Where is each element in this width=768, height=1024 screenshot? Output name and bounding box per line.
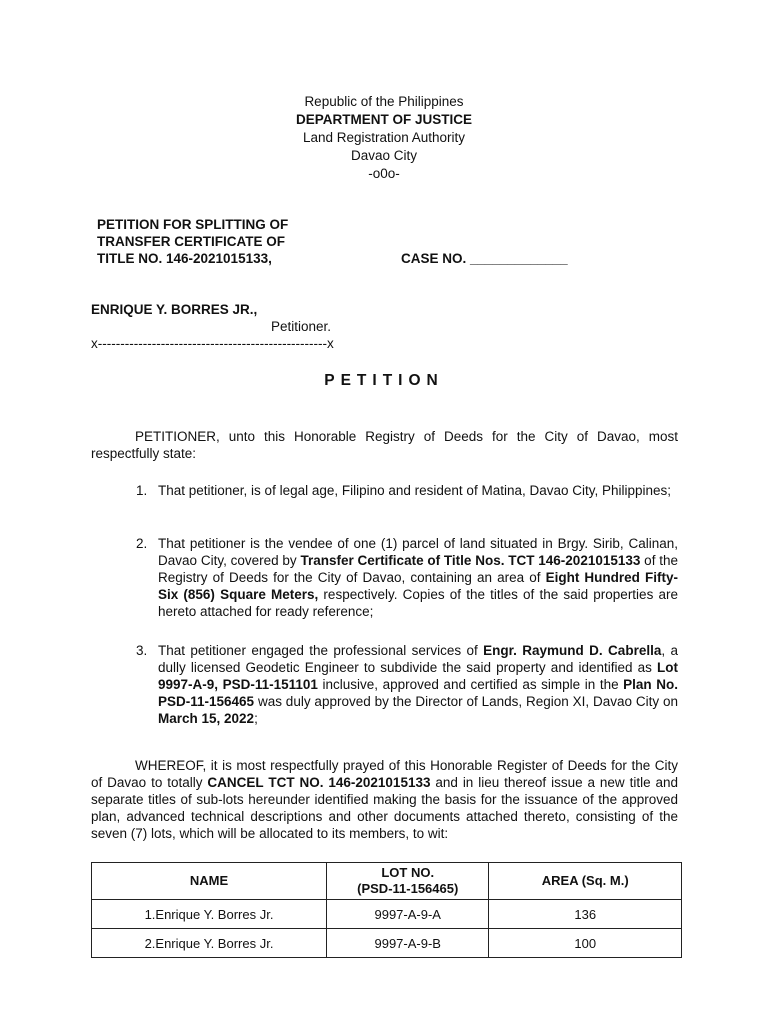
list-item	[91, 482, 678, 499]
list-number: 1.	[136, 483, 148, 498]
cell-area: 136	[489, 900, 682, 929]
caption-line-2: TRANSFER CERTIFICATE OF	[97, 234, 285, 249]
list-text: respectively. Copies of the titles of the said properties are hereto attached for ready reference;	[158, 587, 678, 619]
cell-name: 1.Enrique Y. Borres Jr.	[92, 900, 327, 929]
allegation-list-2	[91, 535, 678, 620]
header-city: Davao City	[350, 148, 418, 163]
caption-line-3: TITLE NO. 146-2021015133,	[97, 251, 272, 266]
whereof-paragraph	[91, 757, 678, 842]
header-republic: Republic of the Philippines	[304, 94, 464, 109]
table-row	[92, 929, 682, 958]
case-number: CASE NO. _____________	[401, 251, 568, 266]
list-text-bold: Transfer Certificate of Title Nos. TCT 146-2021015133	[300, 553, 641, 568]
header-lot	[327, 863, 489, 900]
petitioner-role: Petitioner.	[271, 319, 332, 334]
cell-lot: 9997-A-9-B	[327, 929, 489, 958]
list-text: inclusive, approved and certified as simple in the	[317, 677, 624, 692]
list-item	[91, 642, 678, 727]
whereof-text: and in lieu thereof issue a new title and separate titles of sub-lots hereunder identified making the basis for the issuance of the approved plan, advanced technical descriptions and other documents attached thereto, consisting of the seven (7) lots, which will be allocated to its members, to wit:	[91, 775, 678, 841]
list-text: ;	[254, 711, 258, 726]
list-text: That petitioner is the vendee of one (1) parcel of land situated in Brgy. Sirib, Calinan, Davao City, covered by	[158, 536, 678, 568]
header-name: NAME	[92, 863, 327, 900]
list-text-bold: March 15, 2022	[158, 711, 255, 726]
table-header-row	[92, 863, 682, 900]
list-number: 2.	[136, 536, 148, 551]
list-text-bold: Engr. Raymund D. Cabrella	[483, 643, 662, 658]
case-caption	[97, 216, 337, 267]
header-lot-line2: (PSD-11-156465)	[357, 881, 459, 896]
allegation-list-3	[91, 642, 678, 727]
header-ornament: -o0o-	[368, 166, 400, 181]
list-text: That petitioner engaged the professional services of	[158, 643, 484, 658]
list-text: That petitioner, is of legal age, Filipino and resident of Matina, Davao City, Philippines;	[158, 483, 672, 498]
cell-lot: 9997-A-9-A	[327, 900, 489, 929]
header-authority: Land Registration Authority	[302, 130, 466, 145]
list-text: of the Registry of Deeds for the City of Davao, containing an area of	[158, 553, 679, 585]
whereof-text-bold: CANCEL TCT NO. 146-2021015133	[207, 775, 431, 790]
header-area: AREA (Sq. M.)	[489, 863, 682, 900]
list-text-bold: Plan No. PSD-11-156465	[158, 677, 678, 709]
header-lot-line1: LOT NO.	[381, 865, 435, 880]
list-item	[91, 535, 678, 620]
list-text-bold: Eight Hundred Fifty-Six (856) Square Meters,	[158, 570, 678, 602]
cell-name: 2.Enrique Y. Borres Jr.	[92, 929, 327, 958]
caption-line-1: PETITION FOR SPLITTING OF	[97, 217, 289, 232]
list-number: 3.	[136, 643, 148, 658]
whereof-text: WHEREOF, it is most respectfully prayed of this Honorable Register of Deeds for the City of Davao to totally	[91, 758, 678, 790]
header-department: DEPARTMENT OF JUSTICE	[295, 112, 472, 127]
petitioner-name: ENRIQUE Y. BORRES JR.,	[91, 302, 258, 317]
document-title: PETITION	[324, 372, 444, 389]
lots-table	[91, 862, 682, 958]
cell-area: 100	[489, 929, 682, 958]
document-header	[0, 93, 768, 183]
list-text: , a dully licensed Geodetic Engineer to subdivide the said property and identified as	[158, 643, 678, 675]
table-row	[92, 900, 682, 929]
caption-separator: x---------------------------------------------------x	[91, 336, 334, 351]
list-text-bold: Lot 9997-A-9, PSD-11-151101	[158, 660, 678, 692]
allegation-list-1	[91, 482, 678, 499]
list-text: was duly approved by the Director of Lands, Region XI, Davao City on	[254, 694, 678, 709]
intro-paragraph: PETITIONER, unto this Honorable Registry of Deeds for the City of Davao, most respectfully state:	[91, 429, 678, 461]
